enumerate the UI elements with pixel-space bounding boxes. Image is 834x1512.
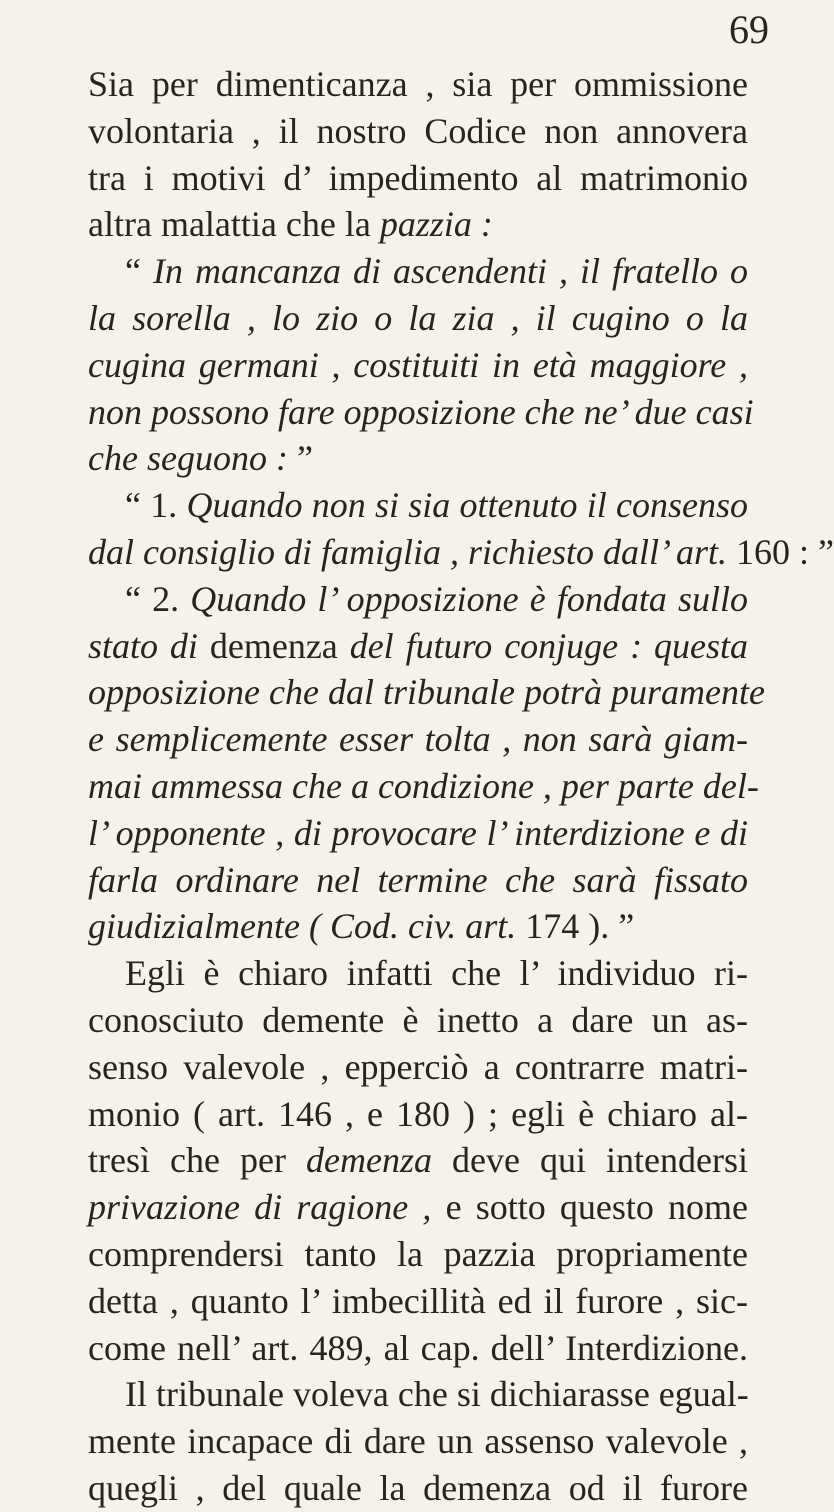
text-run: detta , quanto l’ imbecillità ed il furore , sic-: [88, 1280, 748, 1321]
text-run: “ 2.: [125, 578, 191, 619]
text-line: [88, 1418, 748, 1465]
text-line: [88, 1371, 748, 1418]
italic-text: giudizialmente ( Cod. civ. art.: [88, 906, 526, 947]
italic-text: la sorella , lo zio o la zia , il cugino o la: [88, 297, 748, 338]
text-line: [88, 1231, 748, 1278]
text-run: “: [125, 251, 153, 292]
italic-text: l’ opponente , di provocare l’ interdizione e di: [88, 812, 748, 853]
text-line: [88, 155, 748, 202]
text-line: [88, 576, 748, 623]
text-line: [88, 1137, 748, 1184]
text-line: [88, 389, 754, 436]
text-line: [88, 623, 748, 670]
text-line: [88, 435, 748, 482]
text-line: [88, 716, 748, 763]
italic-text: Quando non si sia ottenuto il consenso: [186, 485, 748, 526]
text-run: e sotto questo nome: [445, 1187, 748, 1228]
text-line: [88, 1091, 748, 1138]
text-line: [88, 857, 748, 904]
text-run: altra malattia che la: [88, 204, 380, 245]
text-line: [88, 1278, 748, 1325]
text-run: conosciuto demente è inetto a dare un as-: [88, 999, 748, 1040]
italic-text: che seguono :: [88, 438, 297, 479]
italic-text: cugina germani , costituiti in età maggiore ,: [88, 344, 748, 385]
text-run: senso valevole , epperciò a contrarre matri-: [88, 1046, 748, 1087]
text-line: [88, 482, 748, 529]
text-run: volontaria , il nostro Codice non annovera: [88, 110, 748, 151]
text-run: ”: [296, 438, 313, 479]
text-line: [88, 342, 748, 389]
text-run: tresì che per: [88, 1140, 307, 1181]
italic-text: Quando l’ opposizione è fondata sullo: [190, 578, 749, 619]
italic-text: dal consiglio di famiglia , richiesto dall’ art.: [88, 531, 736, 572]
text-line: [88, 1044, 748, 1091]
italic-text: demenza: [306, 1140, 453, 1181]
page-number: 69: [729, 7, 769, 52]
italic-text: In mancanza di ascendenti , il fratello o: [153, 251, 748, 292]
text-line: [88, 61, 748, 108]
text-line: [88, 295, 748, 342]
text-run: Il tribunale voleva che si dichiarasse egual-: [125, 1374, 749, 1415]
text-line: [88, 810, 748, 857]
text-line: [88, 1465, 748, 1512]
text-run: comprendersi tanto la pazzia propriamente: [88, 1233, 748, 1274]
page-text-body: [88, 61, 834, 1512]
text-line: [88, 669, 765, 716]
text-run: 160 : ”: [736, 531, 834, 572]
text-run: quegli , del quale la demenza od il furore: [88, 1467, 748, 1508]
text-line: [88, 248, 748, 295]
italic-text: e semplicemente esser tolta , non sarà giam-: [88, 719, 748, 760]
text-run: Sia per dimenticanza , sia per ommissione: [88, 64, 748, 104]
text-run: Egli è chiaro infatti che l’ individuo ri-: [125, 953, 748, 994]
text-line: [88, 997, 748, 1044]
text-run: monio ( art. 146 , e 180 ) ; egli è chiaro al-: [88, 1093, 748, 1134]
italic-text: opposizione che dal tribunale potrà puramente: [88, 672, 765, 713]
text-line: [88, 1184, 748, 1231]
italic-text: privazione di ragione ,: [88, 1187, 446, 1228]
text-line: [88, 1325, 748, 1372]
text-run: 174 ). ”: [525, 906, 635, 947]
text-run: demenza: [209, 625, 350, 666]
italic-text: del futuro conjuge : questa: [349, 625, 748, 666]
text-line: [88, 201, 748, 248]
italic-text: farla ordinare nel termine che sarà fissato: [88, 859, 748, 900]
italic-text: pazzia :: [379, 204, 493, 245]
text-line: [88, 903, 748, 950]
text-run: come nell’ art. 489, al cap. dell’ Interdizione.: [88, 1327, 748, 1368]
italic-text: non possono fare opposizione che ne’ due casi: [88, 391, 754, 432]
text-run: tra i motivi d’ impedimento al matrimonio: [88, 157, 748, 198]
italic-text: mai ammessa che a condizione , per parte del-: [88, 765, 759, 806]
text-line: [88, 529, 834, 576]
italic-text: stato di: [88, 625, 210, 666]
text-line: [88, 763, 759, 810]
text-run: deve qui intendersi: [452, 1140, 749, 1181]
text-run: mente incapace di dare un assenso valevole ,: [88, 1421, 748, 1462]
text-run: “ 1.: [125, 485, 187, 526]
text-line: [88, 108, 748, 155]
text-line: [88, 950, 748, 997]
